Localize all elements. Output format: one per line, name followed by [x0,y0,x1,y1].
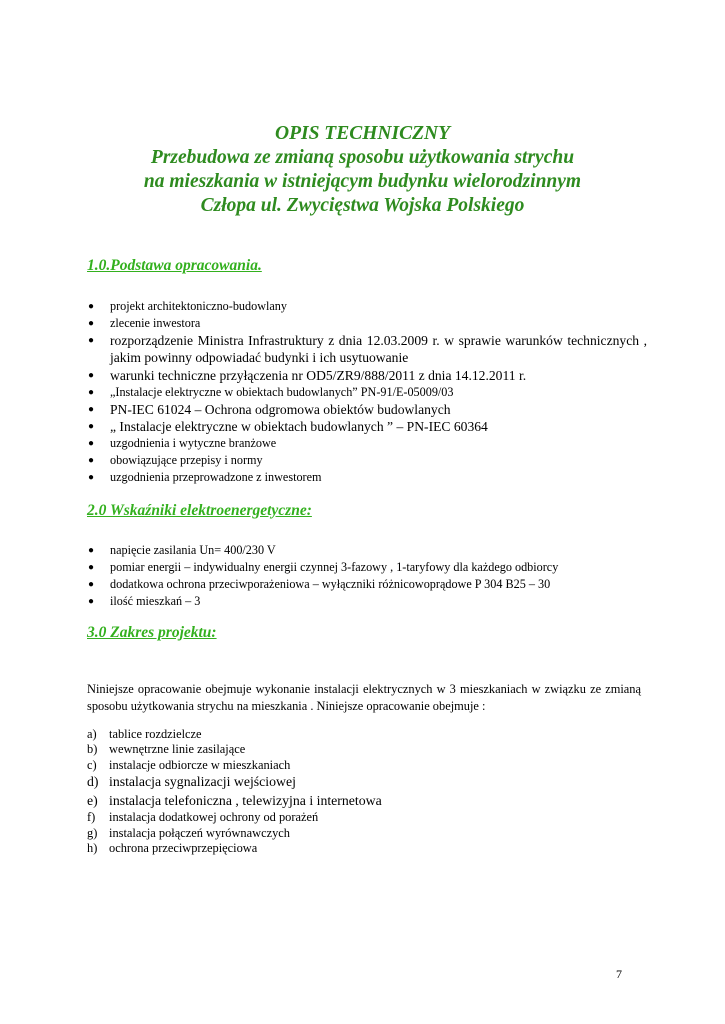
bullet-icon: ● [88,438,95,450]
bullet-icon: ● [88,403,95,415]
list-item: e) instalacja telefoniczna , telewizyjna i internetowa [87,792,382,808]
list-item: h) ochrona przeciwprzepięciowa [87,840,258,855]
bullet-icon: ● [88,421,95,433]
list-item: ● projekt architektoniczno-budowlany [88,299,287,313]
bullet-icon: ● [88,545,95,556]
title-line: Człopa ul. Zwycięstwa Wojska Polskiego [200,195,525,216]
bullet-icon: ● [88,596,95,607]
list-item: c) instalacje odbiorcze w mieszkaniach [87,757,291,772]
bullet-icon: ● [88,472,95,484]
section2-list [87,542,647,610]
bullet-icon: ● [88,369,95,381]
list-item: ● obowiązujące przepisy i normy [88,453,263,468]
list-item: f) instalacja dodatkowej ochrony od porażeń [87,810,319,825]
bullet-icon: ● [88,318,95,329]
list-item: ● napięcie zasilania Un= 400/230 V [88,543,276,557]
list-item: ● ilość mieszkań – 3 [88,594,201,608]
list-item: ● dodatkowa ochrona przeciwporażeniowa – wyłączniki różnicowoprądowe P 304 B25 – 30 [88,577,551,591]
section-heading-3: 3.0 Zakres projektu: [87,624,217,641]
bullet-icon: ● [88,335,95,346]
list-item: ● pomiar energii – indywidualny energii czynnej 3-fazowy , 1-taryfowy dla każdego odbiorcy [88,560,559,574]
list-item: d) instalacja sygnalizacji wejściowej [87,773,296,789]
document-title [0,122,725,218]
bullet-icon: ● [88,386,95,398]
list-item: g) instalacja połączeń wyrównawczych [87,825,290,840]
bullet-icon: ● [88,579,95,590]
scope-paragraph: Niniejsze opracowanie obejmuje wykonanie instalacji elektrycznych w 3 mieszkaniach w związku ze zmianą sposobu użytkowania strychu na mieszkania . Niniejsze opracowanie obejmuje : [87,682,641,713]
title-line: Przebudowa ze zmianą sposobu użytkowania strychu [150,147,575,168]
list-item: ● uzgodnienia przeprowadzone z inwestorem [88,470,322,485]
list-item: ● uzgodnienia i wytyczne branżowe [88,436,277,451]
list-item: ● „ Instalacje elektryczne w obiektach budowlanych ” – PN-IEC 60364 [88,419,488,435]
title-line: na mieszkania w istniejącym budynku wielorodzinnym [143,171,582,192]
bullet-icon: ● [88,562,95,573]
list-item: b) wewnętrzne linie zasilające [87,742,246,757]
scope-list [87,727,382,856]
bullet-icon: ● [88,455,95,467]
section1-list [87,298,647,486]
list-item: a) tablice rozdzielcze [87,727,202,741]
list-item: ● „Instalacje elektryczne w obiektach budowlanych” PN-91/E-05009/03 [88,384,454,399]
list-item: ● zlecenie inwestora [88,316,201,330]
bullet-icon: ● [88,301,95,312]
title-line: OPIS TECHNICZNY [275,123,450,144]
section-heading-1: 1.0.Podstawa opracowania. [87,257,262,274]
list-item: ● PN-IEC 61024 – Ochrona odgromowa obiektów budowlanych [88,401,451,417]
page-number: 7 [616,967,622,981]
list-item: ● warunki techniczne przyłączenia nr OD5/ZR9/888/2011 z dnia 14.12.2011 r. [88,367,527,383]
section-heading-2: 2.0 Wskaźniki elektroenergetyczne: [87,502,312,519]
list-item: ● rozporządzenie Ministra Infrastruktury z dnia 12.03.2009 r. w sprawie warunków technicznych , jakim powinny odpowiadać budynki i ich usytuowanie [88,333,647,366]
